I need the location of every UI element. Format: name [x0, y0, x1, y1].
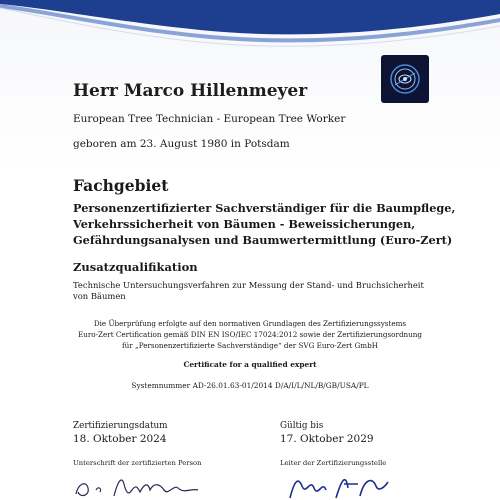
zusatz-text — [73, 280, 463, 302]
fachgebiet-text — [73, 200, 473, 248]
zusatz-heading: Zusatzqualifikation — [73, 260, 198, 274]
holder-signature-label: Unterschrift der zertifizierten Person — [73, 459, 202, 467]
valid-until-value: 17. Oktober 2029 — [280, 433, 374, 445]
certification-seal-icon — [381, 55, 429, 103]
normative-basis-text — [0, 318, 500, 351]
office-signature-label: Leiter der Zertifizierungsstelle — [280, 459, 387, 467]
holder-roles: European Tree Technician - European Tree Worker — [73, 113, 346, 125]
fachgebiet-heading: Fachgebiet — [73, 176, 169, 195]
office-signature — [280, 470, 400, 500]
basis-line: Die Überprüfung erfolgte auf den normativen Grundlagen des Zertifizierungssystems — [93, 319, 407, 328]
system-number: Systemnummer AD-26.01.63-01/2014 D/A/I/L/NL/B/GB/USA/PL — [131, 381, 369, 390]
basis-line: Euro-Zert Certification gemäß DIN EN ISO/IEC 17024:2012 sowie der Zertifizierungsordnung — [77, 330, 423, 339]
zusatz-line: Technische Untersuchungsverfahren zur Messung der Stand- und Bruchsicherheit — [73, 280, 424, 290]
fachgebiet-line: Personenzertifizierter Sachverständiger für die Baumpflege, — [73, 201, 456, 215]
fachgebiet-line: Gefährdungsanalysen und Baumwertermittlung (Euro-Zert) — [73, 233, 453, 247]
issued-date-value: 18. Oktober 2024 — [73, 433, 167, 445]
holder-signature — [70, 470, 210, 500]
fachgebiet-line: Verkehrssicherheit von Bäumen - Beweissicherungen, — [73, 217, 416, 231]
issued-date-label: Zertifizierungsdatum — [73, 421, 168, 431]
certificate-title: Certificate for a qualified expert — [183, 360, 317, 369]
zusatz-line: von Bäumen — [73, 291, 126, 301]
valid-until-label: Gültig bis — [280, 421, 324, 431]
header-swoosh-decoration — [0, 0, 500, 60]
basis-line: für „Personenzertifizierte Sachverständige“ der SVG Euro-Zert GmbH — [121, 341, 378, 350]
holder-birth: geboren am 23. August 1980 in Potsdam — [73, 138, 290, 150]
holder-name: Herr Marco Hillenmeyer — [73, 81, 308, 101]
